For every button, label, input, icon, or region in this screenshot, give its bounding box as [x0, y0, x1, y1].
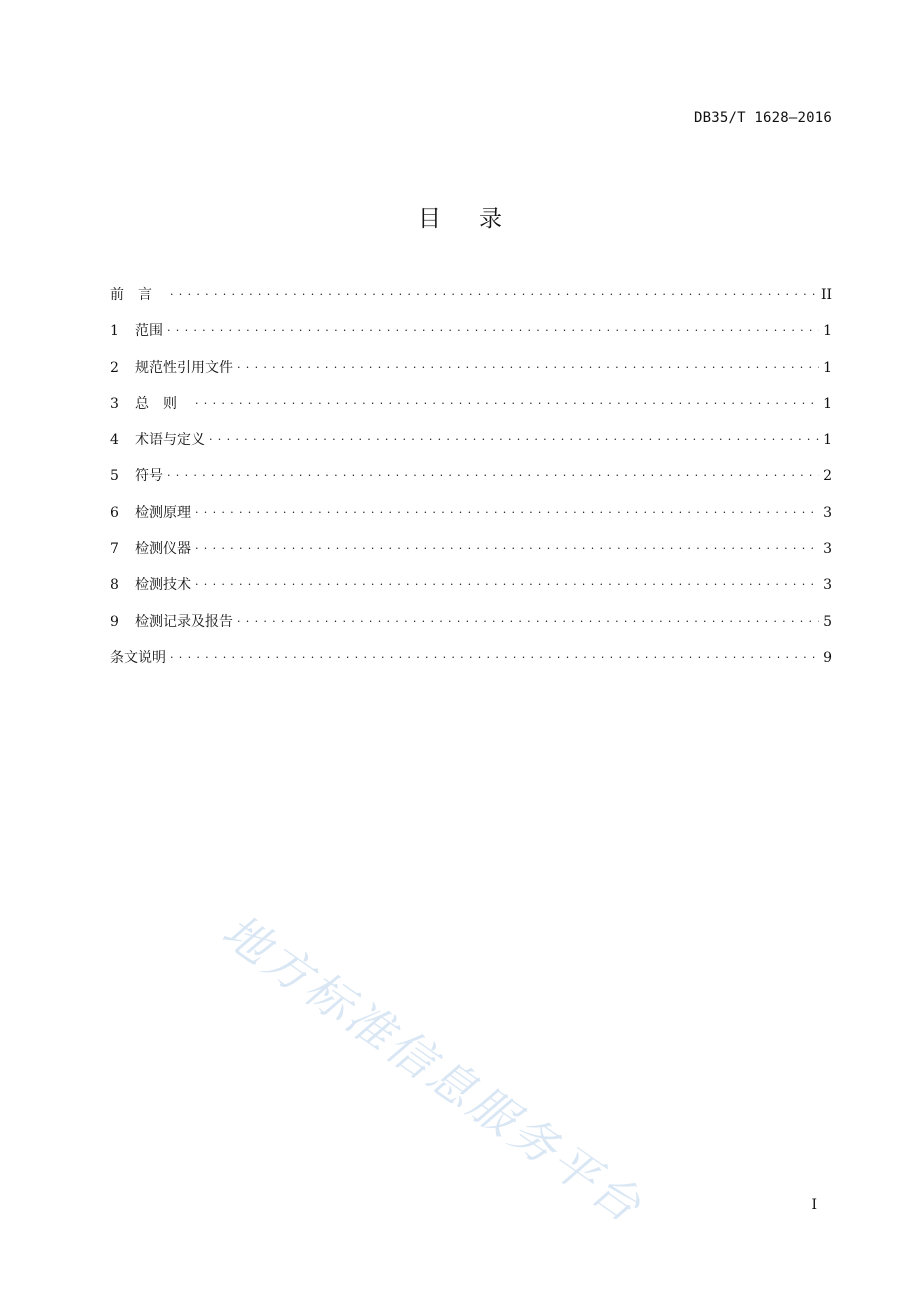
- toc-item-number: 4: [110, 432, 119, 449]
- toc-item-label: 符号: [135, 468, 163, 485]
- toc-leader-dots: [209, 432, 819, 446]
- toc-item-label: 术语与定义: [135, 432, 205, 449]
- toc-item-page: 2: [823, 468, 832, 485]
- toc-item-records-reports[interactable]: [110, 611, 832, 647]
- toc-item-normative-references[interactable]: [110, 357, 832, 393]
- toc-item-number: 9: [110, 613, 119, 630]
- toc-item-label: 检测技术: [135, 577, 191, 594]
- toc-item-symbols[interactable]: [110, 465, 832, 501]
- toc-item-scope[interactable]: [110, 320, 832, 356]
- toc-item-label: 检测仪器: [135, 541, 191, 558]
- toc-item-number: 7: [110, 541, 119, 558]
- toc-leader-dots: [170, 287, 817, 301]
- page-number: I: [811, 1197, 817, 1213]
- toc-leader-dots: [195, 396, 819, 410]
- toc-item-number: 1: [110, 323, 119, 340]
- toc-leader-dots: [237, 614, 819, 628]
- toc-item-page: 5: [823, 613, 832, 630]
- toc-item-detection-instruments[interactable]: [110, 538, 832, 574]
- toc-leader-dots: [195, 505, 819, 519]
- standard-code: DB35/T 1628—2016: [693, 110, 832, 126]
- toc-item-label: 检测原理: [135, 504, 191, 521]
- toc-item-number: 3: [110, 395, 119, 412]
- toc-item-label: 条文说明: [110, 649, 166, 666]
- toc-leader-dots: [170, 650, 819, 664]
- toc-item-explanatory-notes[interactable]: [110, 647, 832, 683]
- toc-item-number: 6: [110, 504, 119, 521]
- toc-item-label: 规范性引用文件: [135, 359, 233, 376]
- page-title: 目录: [418, 206, 540, 232]
- toc-leader-dots: [195, 577, 819, 591]
- toc-item-label: 检测记录及报告: [135, 613, 233, 630]
- toc-item-general[interactable]: [110, 393, 832, 429]
- toc-leader-dots: [195, 541, 819, 555]
- toc-leader-dots: [167, 468, 819, 482]
- toc-item-number: 5: [110, 468, 119, 485]
- toc-item-page: 3: [823, 504, 832, 521]
- toc-item-number: 8: [110, 577, 119, 594]
- toc-item-page: 1: [823, 395, 832, 412]
- toc-item-terms-definitions[interactable]: [110, 429, 832, 465]
- toc-item-detection-techniques[interactable]: [110, 574, 832, 610]
- toc-item-label: 范围: [135, 323, 163, 340]
- toc-item-page: 9: [823, 649, 832, 666]
- toc-item-page: II: [820, 287, 832, 303]
- watermark-text: 地方标准信息服务平台: [212, 903, 654, 1235]
- toc-leader-dots: [237, 360, 819, 374]
- toc-item-label: 前言: [110, 287, 166, 303]
- toc-item-page: 3: [823, 541, 832, 558]
- toc-item-foreword[interactable]: [110, 284, 832, 320]
- toc-item-page: 1: [823, 432, 832, 449]
- toc-leader-dots: [167, 323, 819, 337]
- toc-item-detection-principle[interactable]: [110, 502, 832, 538]
- toc-item-label: 总则: [135, 395, 191, 412]
- toc-item-page: 3: [823, 577, 832, 594]
- toc-item-number: 2: [110, 359, 119, 376]
- table-of-contents: [110, 284, 832, 683]
- toc-item-page: 1: [823, 359, 832, 376]
- toc-item-page: 1: [823, 323, 832, 340]
